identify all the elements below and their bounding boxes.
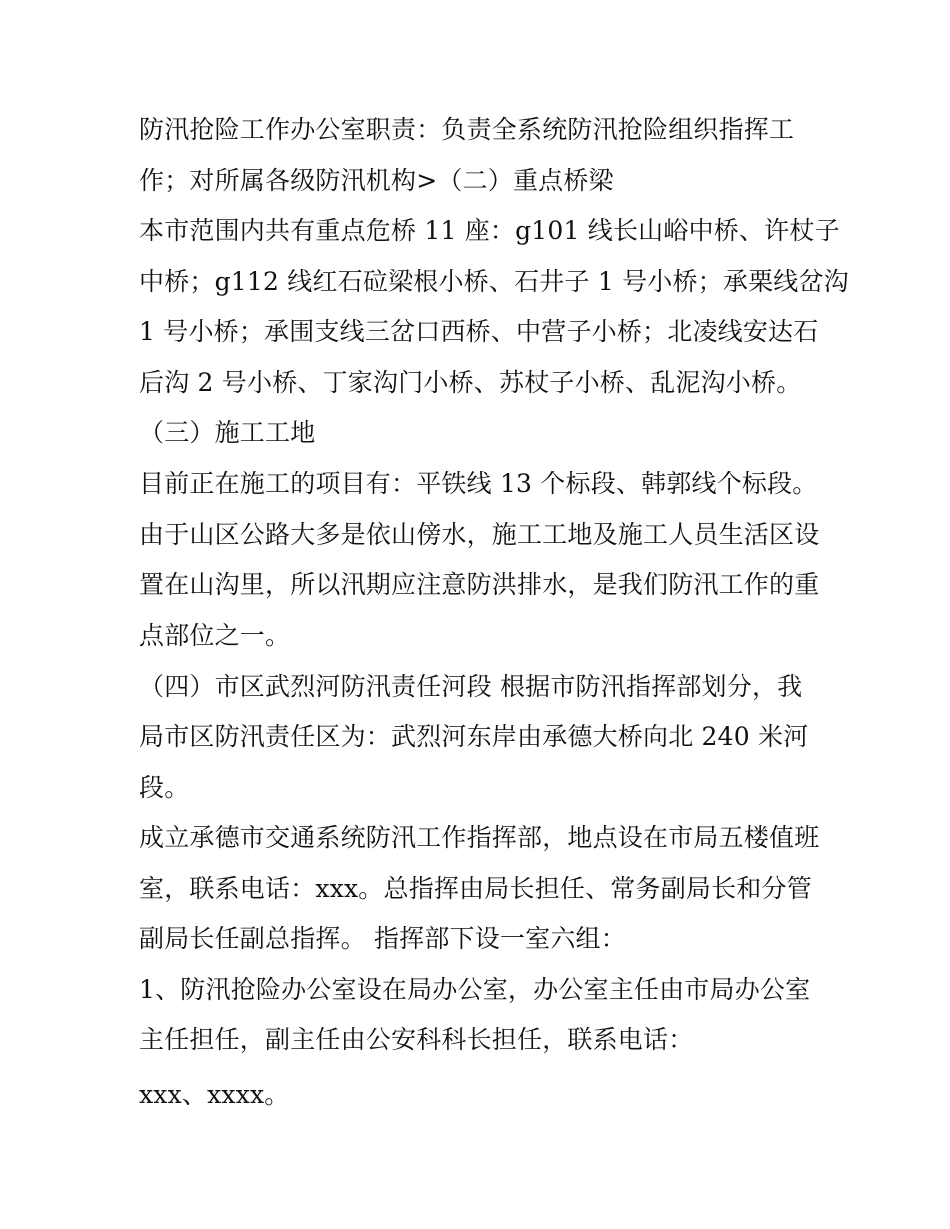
section-heading-construction: （三）施工工地 xyxy=(139,418,316,447)
text-line-18: 1、防汛抢险办公室设在局办公室，办公室主任由市局办公室 xyxy=(139,975,811,1004)
text-line-20: xxx、xxxx。 xyxy=(139,1080,290,1109)
text-line-9: 由于山区公路大多是依山傍水，施工工地及施工人员生活区设 xyxy=(139,520,820,549)
text-line-13: 局市区防汛责任区为：武烈河东岸由承德大桥向北 240 米河 xyxy=(139,722,809,751)
text-line-5: 1 号小桥；承围支线三岔口西桥、中营子小桥；北凌线安达石 xyxy=(139,317,819,346)
text-line-6: 后沟 2 号小桥、丁家沟门小桥、苏杖子小桥、乱泥沟小桥。 xyxy=(139,368,802,397)
section-heading-river: （四）市区武烈河防汛责任河段 根据市防汛指挥部划分，我 xyxy=(139,672,803,701)
text-line-19: 主任担任，副主任由公安科科长担任，联系电话： xyxy=(139,1025,694,1054)
text-line-3: 本市范围内共有重点危桥 11 座：g101 线长山峪中桥、许杖子 xyxy=(139,216,840,245)
text-line-11: 点部位之一。 xyxy=(139,621,291,650)
text-line-8: 目前正在施工的项目有：平铁线 13 个标段、韩郭线个标段。 xyxy=(139,469,818,498)
text-line-17: 副局长任副总指挥。 指挥部下设一室六组： xyxy=(139,924,626,953)
text-line-2: 作；对所属各级防汛机构>（二）重点桥梁 xyxy=(139,166,614,195)
text-line-16: 室，联系电话：xxx。总指挥由局长担任、常务副局长和分管 xyxy=(139,874,812,903)
text-line-1: 防汛抢险工作办公室职责：负责全系统防汛抢险组织指挥工 xyxy=(139,115,795,144)
text-line-10: 置在山沟里，所以汛期应注意防洪排水，是我们防汛工作的重 xyxy=(139,570,820,599)
text-line-15: 成立承德市交通系统防汛工作指挥部，地点设在市局五楼值班 xyxy=(139,823,820,852)
text-line-4: 中桥；g112 线红石砬梁根小桥、石井子 1 号小桥；承栗线岔沟 xyxy=(139,267,849,296)
text-line-14: 段。 xyxy=(139,773,190,802)
